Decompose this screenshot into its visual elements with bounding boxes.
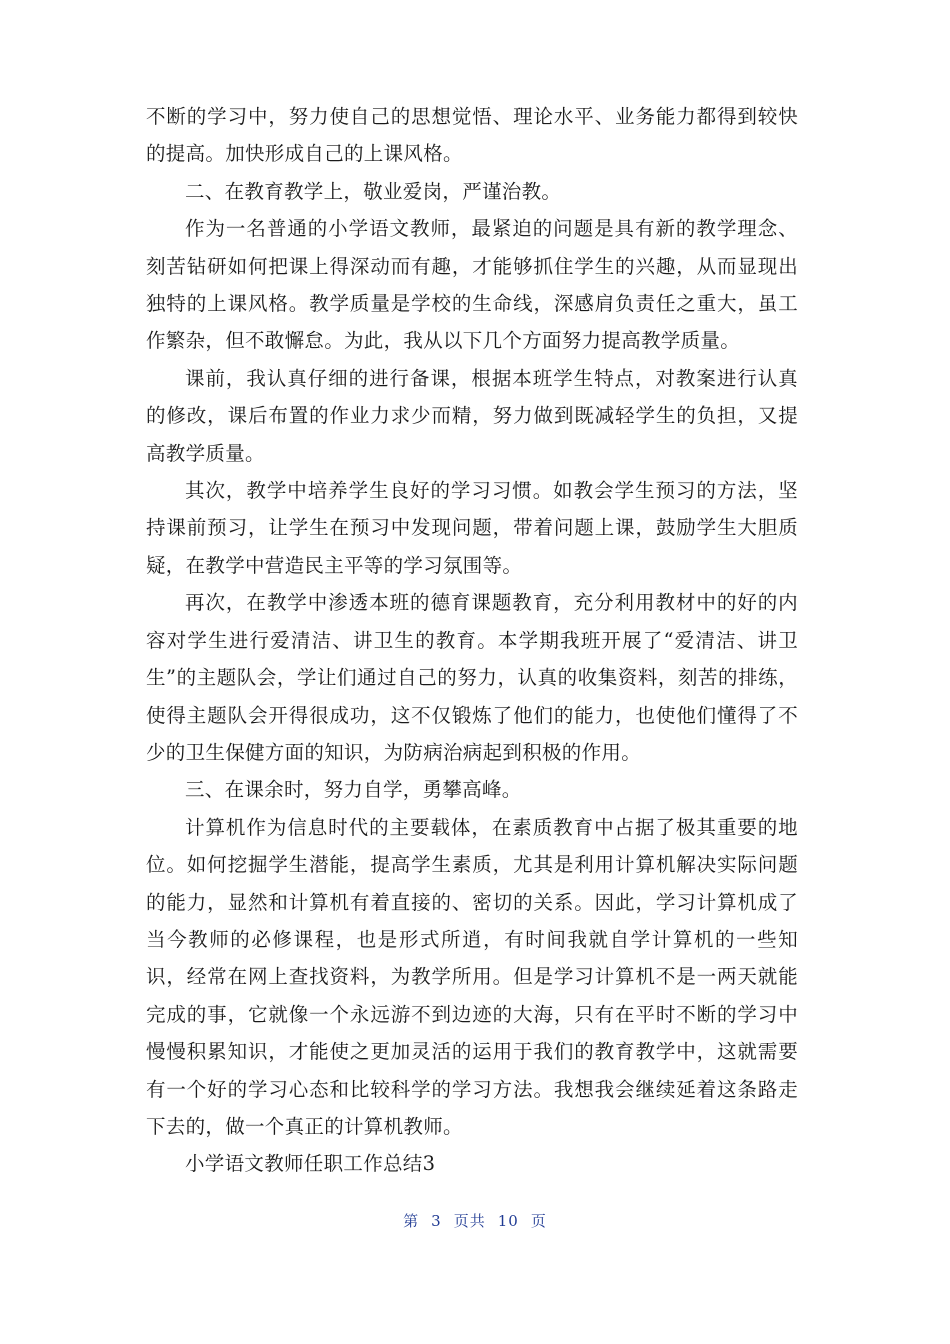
paragraph-4: 课前，我认真仔细的进行备课，根据本班学生特点，对教案进行认真的修改，课后布置的作业力求少而精，努力做到既减轻学生的负担，又提高教学质量。	[146, 366, 798, 465]
section-heading-2: 二、在教育教学上，敬业爱岗，严谨治教。	[185, 179, 562, 203]
paragraph-8: 计算机作为信息时代的主要载体，在素质教育中占据了极其重要的地位。如何挖掘学生潜能，提高学生素质，尤其是利用计算机解决实际问题的能力，显然和计算机有着直接的、密切的关系。因此，学习计算机成了当今教师的必修课程，也是形式所逍，有时间我就自学计算机的一些知识，经常在网上查找资料，为教学所用。但是学习计算机不是一两天就能完成的事，它就像一个永远游不到边迹的大海，只有在平时不断的学习中慢慢积累知识，才能使之更加灵活的运用于我们的教育教学中，这就需要有一个好的学习心态和比较科学的学习方法。我想我会继续延着这条路走下去的，做一个真正的计算机教师。	[146, 815, 798, 1138]
paragraph-5: 其次，教学中培养学生良好的学习习惯。如教会学生预习的方法，坚持课前预习，让学生在预习中发现问题，带着问题上课，鼓励学生大胆质疑，在教学中营造民主平等的学习氛围等。	[146, 479, 798, 577]
subtitle-summary-3: 小学语文教师任职工作总结3	[185, 1152, 436, 1176]
section-heading-3: 三、在课余时，努力自学，勇攀高峰。	[185, 778, 522, 802]
paragraph-1: 不断的学习中，努力使自己的思想觉悟、理论水平、业务能力都得到较快的提高。加快形成自己的上课风格。	[146, 105, 798, 166]
footer-prefix: 第	[403, 1212, 420, 1230]
footer-current-page: 3	[431, 1212, 442, 1230]
paragraph-6: 再次，在教学中渗透本班的德育课题教育，充分利用教材中的好的内容对学生进行爱清洁、讲卫生的教育。本学期我班开展了“爱清洁、讲卫生”的主题队会，学让们通过自己的努力，认真的收集资料，刻苦的排练，使得主题队会开得很成功，这不仅锻炼了他们的能力，也使他们懂得了不少的卫生保健方面的知识，为防病治病起到积极的作用。	[146, 591, 798, 764]
document-body	[146, 98, 798, 1183]
footer-total-pages: 10	[497, 1212, 519, 1230]
footer-suffix: 页	[530, 1212, 547, 1230]
paragraph-3: 作为一名普通的小学语文教师，最紧迫的问题是具有新的教学理念、刻苦钻研如何把课上得深动而有趣，才能够抓住学生的兴趣，从而显现出独特的上课风格。教学质量是学校的生命线，深感肩负责任之重大，虽工作繁杂，但不敢懈怠。为此，我从以下几个方面努力提高教学质量。	[146, 217, 798, 353]
footer-middle: 页共	[453, 1212, 486, 1230]
page-footer	[0, 1210, 950, 1231]
